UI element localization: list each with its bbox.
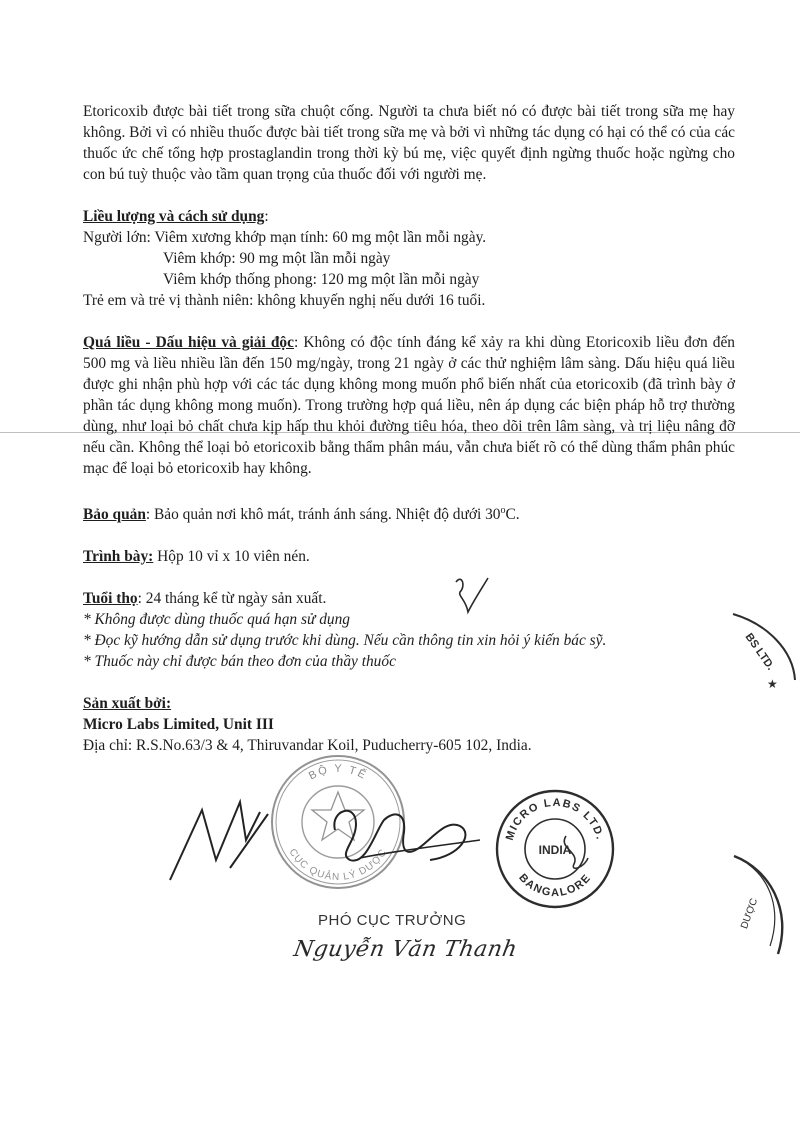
- dosage-adult-line: Người lớn: Viêm xương khớp mạn tính: 60 mg một lần mỗi ngày.: [83, 229, 487, 246]
- dosage-heading-line: Liều lượng và cách sử dụng:: [83, 208, 269, 225]
- shelf-life-heading: Tuổi thọ: [83, 590, 138, 608]
- document-body: [83, 101, 735, 756]
- company-seal-bottom-text: BANGALORE: [516, 871, 594, 900]
- warning-prescription-only: * Thuốc này chỉ được bán theo đơn của thầy thuốc: [83, 653, 396, 671]
- company-seal: [494, 788, 616, 910]
- dosage-arthritis-line: Viêm khớp: 90 mg một lần mỗi ngày: [163, 250, 391, 267]
- manufacturer-heading: Sản xuất bởi:: [83, 695, 172, 713]
- manufacturer-name: Micro Labs Limited, Unit III: [83, 716, 274, 734]
- overdose-body: : Không có độc tính đáng kể xảy ra khi dùng Etoricoxib liều đơn đến 500 mg và liều nhiều lần đến 150 mg/ngày, trong 21 ngày ở các thử nghiệm lâm sàng. Dấu hiệu quá liều được ghi nhận phù hợp với các tác dụng không mong muốn phổ biến nhất của etoricoxib (đã trình bày ở phần tác dụng không mong muốn). Trong trường hợp quá liều, nên áp dụng các biện pháp hỗ trợ thường dùng, như loại bỏ chất chưa kịp hấp thu khỏi đường tiêu hóa, theo dõi trên lâm sàng, và trị liệu nâng đỡ nếu cần. Không thể loại bỏ etoricoxib bằng thẩm phân máu, vẫn chưa biết rõ có thể dùng thẩm phân phúc mạc để loại bỏ etoricoxib hay không.: [83, 334, 735, 477]
- edge-stamp-top-text: BS LTD.: [742, 631, 777, 673]
- company-seal-top-text: MICRO LABS LTD.: [503, 796, 607, 842]
- dosage-children-line: Trẻ em và trẻ vị thành niên: không khuyến nghị nếu dưới 16 tuổi.: [83, 292, 486, 309]
- signatory-name-block: [291, 937, 524, 962]
- presentation-line: Trình bày: Hộp 10 vỉ x 10 viên nén.: [83, 548, 310, 566]
- dosage-gout-line: Viêm khớp thống phong: 120 mg một lần mỗi ngày: [163, 271, 480, 288]
- signatory-title: PHÓ CỤC TRƯỞNG: [318, 912, 467, 929]
- signatory-name: Nguyễn Văn Thanh: [291, 937, 520, 962]
- svg-text:★: ★: [767, 677, 778, 691]
- shelf-life-line: Tuổi thọ: 24 tháng kể từ ngày sản xuất.: [83, 590, 327, 608]
- company-seal-center-text: INDIA: [538, 843, 572, 857]
- lactation-paragraph: Etoricoxib được bài tiết trong sữa chuột cống. Người ta chưa biết nó có được bài tiết trong sữa mẹ hay không. Bởi vì có nhiều thuốc được bài tiết trong sữa mẹ và bởi vì những tác dụng có hại có thể có của các thuốc ức chế tổng hợp prostaglandin trong thời kỳ bú mẹ, việc quyết định ngừng thuốc hoặc ngừng cho con bú tuỳ thuộc vào tầm quan trọng của thuốc đối với người mẹ.: [83, 103, 735, 183]
- edge-stamp-bottom: [730, 850, 800, 960]
- storage-heading: Bảo quản: [83, 506, 146, 524]
- ministry-seal-top-text: BỘ Y TẾ: [306, 762, 370, 783]
- edge-stamp-bottom-text: DƯỢC: [739, 897, 761, 931]
- director-signature: [160, 790, 490, 900]
- signatory-block: [318, 912, 518, 929]
- check-mark-icon: [448, 572, 494, 618]
- presentation-heading: Trình bày:: [83, 548, 154, 566]
- overdose-heading: Quá liều - Dấu hiệu và giải độc: [83, 334, 294, 351]
- warning-read-instructions: * Đọc kỹ hướng dẫn sử dụng trước khi dùng. Nếu cần thông tin xin hỏi ý kiến bác sỹ.: [83, 632, 607, 650]
- dosage-heading: Liều lượng và cách sử dụng: [83, 208, 265, 225]
- overdose-paragraph: [83, 332, 735, 479]
- ministry-seal-bottom-text: CỤC QUẢN LÝ DƯỢC: [286, 846, 390, 884]
- storage-line: Bảo quản: Bảo quản nơi khô mát, tránh ánh sáng. Nhiệt độ dưới 30$^o$C.: [83, 505, 520, 524]
- warning-expired: * Không được dùng thuốc quá hạn sử dụng: [83, 611, 350, 629]
- edge-stamp-top: [727, 610, 800, 710]
- manufacturer-address: Địa chỉ: R.S.No.63/3 & 4, Thiruvandar Koil, Puducherry-605 102, India.: [83, 737, 532, 755]
- svg-text:BANGALORE: [516, 872, 594, 899]
- svg-text:BỘ Y TẾ: [307, 763, 370, 783]
